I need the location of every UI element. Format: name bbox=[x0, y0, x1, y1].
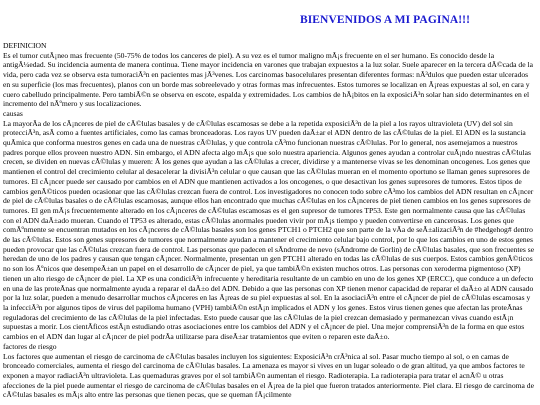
section-heading-causas: causas bbox=[3, 108, 23, 118]
article-body bbox=[3, 41, 536, 400]
section-text-factores: Los factores que aumentan el riesgo de carcinoma de cÃ©lulas basales incluyen los siguientes: ExposiciÃ³n crÃ³nica al sol. Pasar mucho tiempo al sol, o en camas de bronceado comerciales, aumenta el riesgo del carcinoma de cÃ©lulas basales. La amenaza es mayor si vives en un lugar soleado o de gran altitud, ya que ambos factores te exponen a mayor radiaciÃ³n ultravioleta. Las quemaduras graves por el sol tambiÃ©n aumentan el riesgo. Radioterapia. La radioterapia para tratar el acnÃ© u otras afecciones de la piel puede aumentar el riesgo de carcinoma de cÃ©lulas basales en el Ã¡rea de la piel que fueron tratados anteriormente. Piel clara. El riesgo de carcinoma de cÃ©lulas basales es mÃ¡s alto entre las personas que tienen pecas, que se queman fÃ¡cilmente bbox=[3, 351, 534, 400]
section-heading-definicion: DEFINICION bbox=[3, 41, 47, 50]
section-text-definicion: Es el tumor cutÃ¡neo mas frecuente (50-75% de todos los canceres de piel). A su vez es el tumor maligno mÃ¡s frecuente en el ser humano. Es conocido desde la antigÃ¼edad. Su incidencia aumenta de manera continua. Tiene mayor incidencia en varones que trabajan expuestos a la luz solar. Suele aparecer en la tercera dÃ©cada de la vida, pero cada vez se observa esta tumoraciÃ³n en pacientes mas jÃ³venes. Los carcinomas basocelulares presentan diferentes formas: nÃ³dulos que pueden estar ulcerados en su superficie (los mas frecuentes), planos con un borde mas sobreelevado y otras formas mas infrecuentes. Estos tumores se localizan en Ã¡reas expuestas al sol, en cara y cuero cabelludo principalmente. Pero tambiÃ©n se observa en escote, espalda y extremidades. Los cambios de hÃ¡bitos en la exposiciÃ³n solar han sido determinantes en el incremento del nÃºmero y sus localizaciones. bbox=[3, 50, 533, 109]
section-heading-factores: factores de riesgo bbox=[3, 341, 57, 351]
page-banner-title: BIENVENIDOS A MI PAGINA!!! bbox=[299, 14, 471, 26]
section-text-causas: La mayorÃa de los cÃ¡nceres de piel de cÃ©lulas basales y de cÃ©lulas escamosas se debe a la repetida exposiciÃ³n de la piel a los rayos ultravioleta (UV) del sol sin protecciÃ³n, asÃ como a fuentes artificiales, como las camas bronceadoras. Los rayos UV pueden daÃ±ar el ADN dentro de las cÃ©lulas de la piel. El ADN es la sustancia quÃmica que conforma nuestros genes en cada una de nuestras cÃ©lulas, y que controla cÃ³mo funcionan nuestras cÃ©lulas. Por lo general, nos asemejamos a nuestros padres porque ellos proveen nuestro ADN. Sin embargo, el ADN afecta algo mÃ¡s que solo nuestra apariencia. Algunos genes ayudan a controlar cuÃ¡ndo nuestras cÃ©lulas crecen, se dividen en nuevas cÃ©lulas y mueren: Ã los genes que ayudan a las cÃ©lulas a crecer, dividirse y a mantenerse vivas se les denominan oncogenes. Los genes que mantienen el control del crecimiento celular al desacelerar la divisiÃ³n celular o que causan que las cÃ©lulas mueran en el momento oportuno se llaman genes supresores de tumores. El cÃ¡ncer puede ser causado por cambios en el ADN que mantienen activados a los oncogenes, o que desactivan los genes supresores de tumores. Estos tipos de cambios genÃ©ticos pueden ocasionar que las cÃ©lulas crezcan fuera de control. Los investigadores no conocen todo sobre cÃ³mo los cambios del ADN resultan en cÃ¡ncer de piel de cÃ©lulas basales o de cÃ©lulas escamosas, aunque ellos han encontrado que muchas cÃ©lulas en los cÃ¡nceres de piel tienen cambios en los genes supresores de tumores. El gen mÃ¡s frecuentemente alterado en los cÃ¡nceres de cÃ©lulas escamosas es el gen supresor de tumores TP53. Este gen normalmente causa que las cÃ©lulas con el ADN daÃ±ado mueran. Cuando el TP53 es alterado, estas cÃ©lulas anormales pueden vivir por mÃ¡s tiempo y pueden convertirse en cancerosas. Los genes que comÃºnmente se encuentran mutados en los cÃ¡nceres de cÃ©lulas basales son los genes PTCH1 o PTCH2 que son parte de la vÃa de seÃ±alizaciÃ³n de #hedgehog# dentro de las cÃ©lulas. Estos son genes supresores de tumores que normalmente ayudan a mantener el crecimiento celular bajo control, por lo que los cambios en uno de estos genes pueden provocar que las cÃ©lulas crezcan fuera de control. Las personas que padecen el sÃndrome de nevo (sÃndrome de Gorlin) de cÃ©lulas basales, que son frecuentes se heredan de uno de los padres y causan que tengan cÃ¡ncer. Normalmente, presentan un gen PTCH1 alterado en todas las cÃ©lulas de sus cuerpos. Estos cambios genÃ©ticos no son los Ãºnicos que desempeÃ±an un papel en el desarrollo de cÃ¡ncer de piel, ya que tambiÃ©n existen muchos otros. Las personas con xeroderma pigmentoso (XP) tienen un alto riesgo de cÃ¡ncer de piel. La XP es una condiciÃ³n infrecuente y hereditaria resultante de un cambio en uno de los genes XP (ERCC), que conduce a un defecto en una de las proteÃnas que normalmente ayuda a reparar el daÃ±o del ADN. Debido a que las personas con XP tienen menor capacidad de reparar el daÃ±o al ADN causado por la luz solar, pueden a menudo desarrollar muchos cÃ¡nceres en las Ã¡reas de su piel expuestas al sol. En la asociaciÃ³n entre el cÃ¡ncer de piel de cÃ©lulas escamosas y la infecciÃ³n por algunos tipos de virus del papiloma humano (VPH) tambiÃ©n estÃ¡n implicados el ADN y los genes. Estos virus tienen genes que afectan las proteÃnas reguladoras del crecimiento de las cÃ©lulas de la piel infectadas. Esto puede causar que las cÃ©lulas de la piel crezcan demasiado y permanezcan vivas cuando estÃ¡n supuestas a morir. Los cientÃficos estÃ¡n estudiando otras asociaciones entre los cambios del ADN y el cÃ¡ncer de piel. Una mejor comprensiÃ³n de la forma en que estos cambios en el ADN dan lugar al cÃ¡ncer de piel podrÃa utilizarse para diseÃ±ar tratamientos que eviten o reparen este daÃ±o. bbox=[3, 118, 535, 342]
